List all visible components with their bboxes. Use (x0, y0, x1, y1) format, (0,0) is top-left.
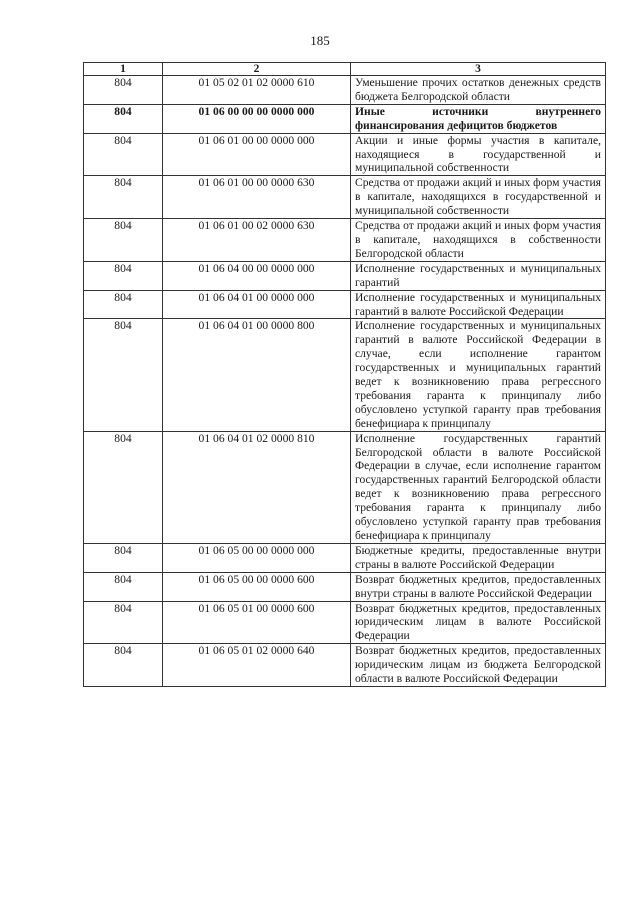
table-row (84, 572, 606, 601)
table-row (84, 644, 606, 687)
source-name-cell: Возврат бюджетных кредитов, предоставленных внутри страны в валюте Российской Федерации (351, 572, 606, 601)
table-row (84, 219, 606, 262)
column-header-1: 1 (84, 63, 163, 76)
admin-code-cell: 804 (84, 219, 163, 262)
table-row (84, 319, 606, 431)
admin-code-cell: 804 (84, 431, 163, 543)
budget-sources-table (83, 62, 606, 687)
source-name-cell: Исполнение государственных и муниципальных гарантий в валюте Российской Федерации в случае, если исполнение гарантом государственных и муниципальных гарантий ведет к возникновению права регрессного требования гаранта к принципалу либо обусловлено уступкой гаранту прав требования бенефициара к принципалу (351, 319, 606, 431)
source-name-cell: Бюджетные кредиты, предоставленные внутри страны в валюте Российской Федерации (351, 543, 606, 572)
admin-code-cell: 804 (84, 644, 163, 687)
source-name-cell: Уменьшение прочих остатков денежных средств бюджета Белгородской области (351, 76, 606, 105)
source-code-cell: 01 06 04 01 00 0000 000 (163, 290, 351, 319)
admin-code-cell: 804 (84, 76, 163, 105)
admin-code-cell: 804 (84, 133, 163, 176)
source-code-cell: 01 06 05 01 02 0000 640 (163, 644, 351, 687)
source-name-cell: Иные источники внутреннего финансирования дефицитов бюджетов (351, 104, 606, 133)
table-row (84, 543, 606, 572)
source-code-cell: 01 06 04 01 02 0000 810 (163, 431, 351, 543)
table-row (84, 104, 606, 133)
admin-code-cell: 804 (84, 104, 163, 133)
table-row (84, 76, 606, 105)
admin-code-cell: 804 (84, 601, 163, 644)
admin-code-cell: 804 (84, 572, 163, 601)
source-code-cell: 01 06 05 01 00 0000 600 (163, 601, 351, 644)
table-row (84, 261, 606, 290)
source-code-cell: 01 06 00 00 00 0000 000 (163, 104, 351, 133)
admin-code-cell: 804 (84, 176, 163, 219)
source-name-cell: Средства от продажи акций и иных форм участия в капитале, находящихся в государственной и муниципальной собственности (351, 176, 606, 219)
source-code-cell: 01 06 05 00 00 0000 000 (163, 543, 351, 572)
source-name-cell: Исполнение государственных и муниципальных гарантий в валюте Российской Федерации (351, 290, 606, 319)
source-name-cell: Возврат бюджетных кредитов, предоставленных юридическим лицам в валюте Российской Федерации (351, 601, 606, 644)
source-code-cell: 01 06 04 01 00 0000 800 (163, 319, 351, 431)
source-code-cell: 01 06 04 00 00 0000 000 (163, 261, 351, 290)
source-code-cell: 01 06 05 00 00 0000 600 (163, 572, 351, 601)
source-code-cell: 01 06 01 00 00 0000 630 (163, 176, 351, 219)
column-header-3: 3 (351, 63, 606, 76)
table-row (84, 176, 606, 219)
column-header-2: 2 (163, 63, 351, 76)
admin-code-cell: 804 (84, 543, 163, 572)
source-code-cell: 01 05 02 01 02 0000 610 (163, 76, 351, 105)
admin-code-cell: 804 (84, 319, 163, 431)
table-row (84, 431, 606, 543)
source-name-cell: Исполнение государственных и муниципальных гарантий (351, 261, 606, 290)
source-name-cell: Акции и иные формы участия в капитале, находящиеся в государственной и муниципальной собственности (351, 133, 606, 176)
table-row (84, 290, 606, 319)
table-header-row (84, 63, 606, 76)
table-row (84, 133, 606, 176)
source-name-cell: Исполнение государственных гарантий Белгородской области в валюте Российской Федерации в случае, если исполнение гарантом государственных гарантий Белгородской области ведет к возникновению права регрессного требования гаранта к принципалу либо обусловлено уступкой гаранту прав требования бенефициара к принципалу (351, 431, 606, 543)
admin-code-cell: 804 (84, 290, 163, 319)
source-name-cell: Возврат бюджетных кредитов, предоставленных юридическим лицам из бюджета Белгородской области в валюте Российской Федерации (351, 644, 606, 687)
table-row (84, 601, 606, 644)
source-name-cell: Средства от продажи акций и иных форм участия в капитале, находящихся в собственности Белгородской области (351, 219, 606, 262)
page-number: 185 (310, 33, 330, 48)
source-code-cell: 01 06 01 00 00 0000 000 (163, 133, 351, 176)
admin-code-cell: 804 (84, 261, 163, 290)
source-code-cell: 01 06 01 00 02 0000 630 (163, 219, 351, 262)
